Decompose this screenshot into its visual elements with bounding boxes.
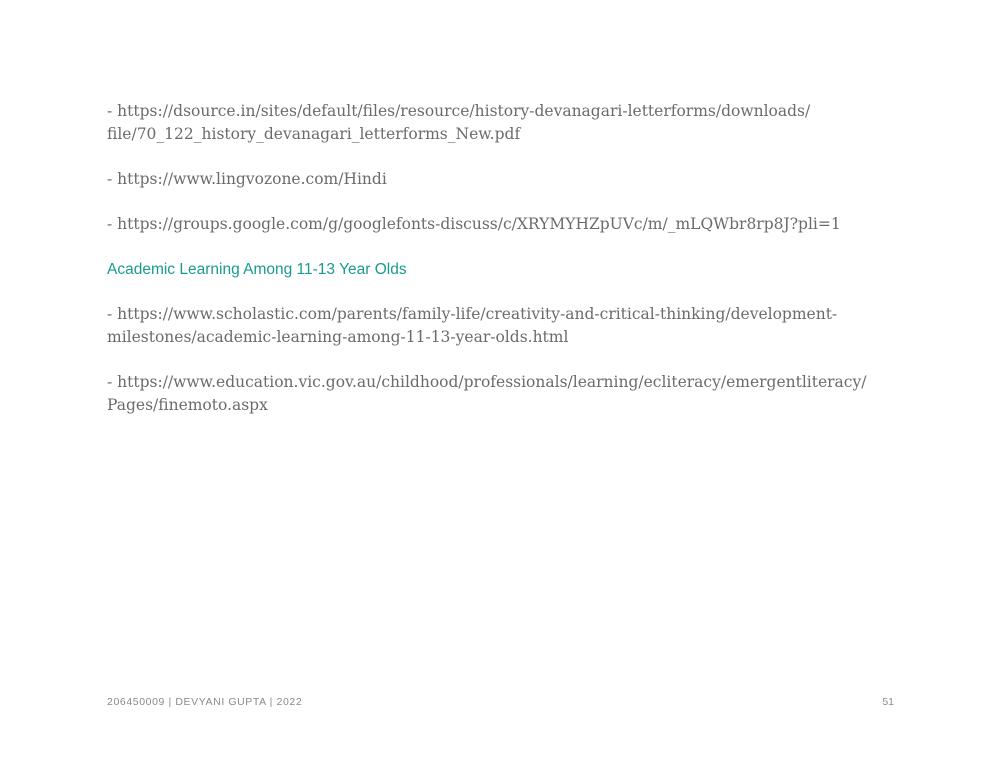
reference-line: Pages/finemoto.aspx [107,396,268,414]
reference-link[interactable] [107,371,907,417]
reference-link[interactable] [107,213,907,236]
reference-line: - https://dsource.in/sites/default/files/resource/history-devanagari-letterforms/downloads/ [107,102,811,120]
reference-line: - https://www.scholastic.com/parents/family-life/creativity-and-critical-thinking/development- [107,305,838,323]
reference-line: milestones/academic-learning-among-11-13-year-olds.html [107,328,569,346]
reference-line: - https://www.education.vic.gov.au/childhood/professionals/learning/ecliteracy/emergentliteracy/ [107,373,867,391]
reference-line: file/70_122_history_devanagari_letterforms_New.pdf [107,125,521,143]
reference-link[interactable] [107,168,907,191]
reference-line: - https://groups.google.com/g/googlefonts-discuss/c/XRYMYHZpUVc/m/_mLQWbr8rp8J?pli=1 [107,215,841,233]
reference-line: - https://www.lingvozone.com/Hindi [107,170,387,188]
section-heading: Academic Learning Among 11-13 Year Olds [107,261,407,278]
references-content [107,100,907,439]
footer-author-info: 206450009 | DEVYANI GUPTA | 2022 [107,696,303,708]
page-number: 51 [882,696,894,708]
reference-link[interactable] [107,303,907,349]
reference-link[interactable] [107,100,907,146]
